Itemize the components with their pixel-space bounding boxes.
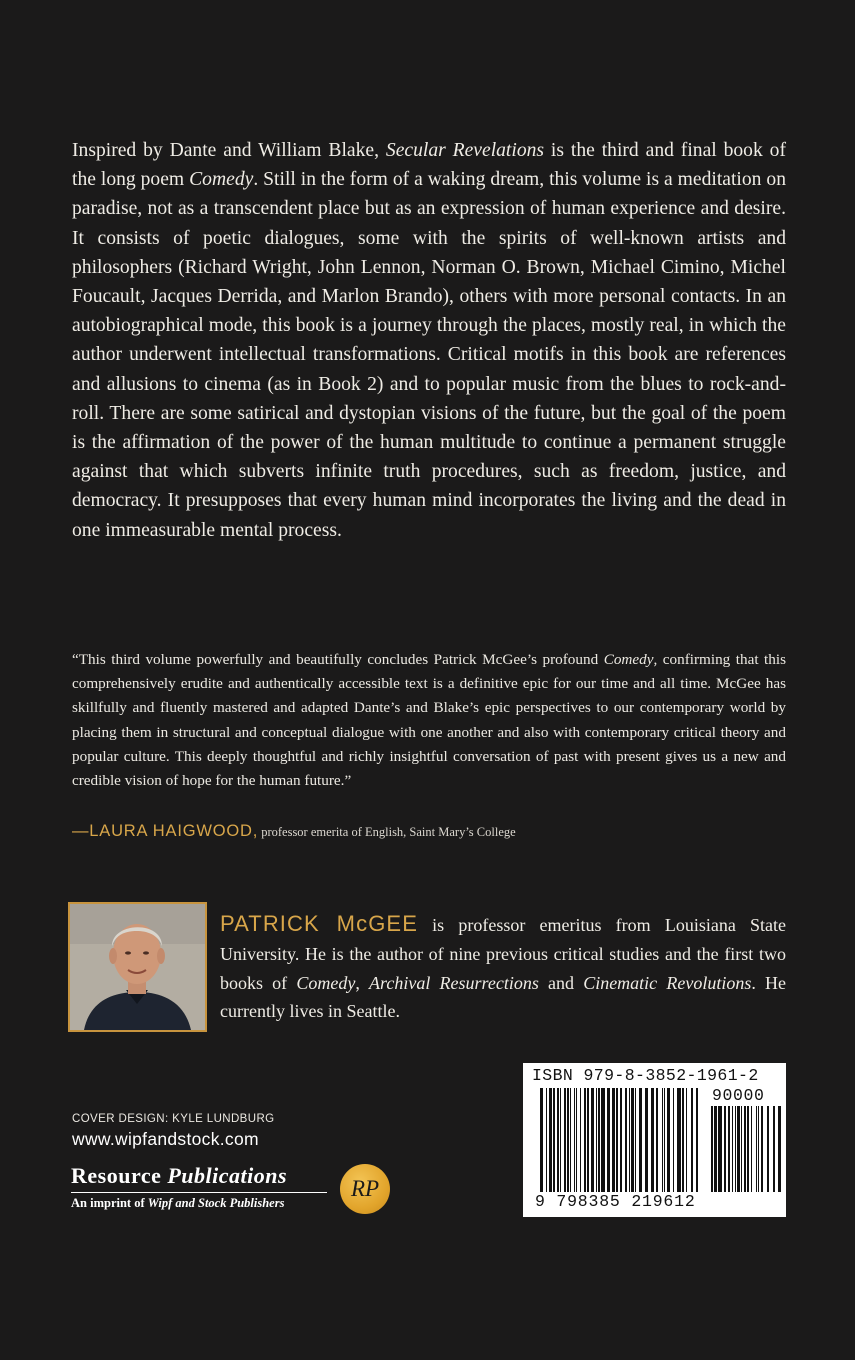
barcode-bar: [664, 1088, 665, 1192]
author-photo: [68, 902, 207, 1032]
price-barcode-bars: [711, 1106, 783, 1192]
barcode-bar: [546, 1088, 547, 1192]
barcode-bar: [631, 1088, 634, 1192]
barcode-bar: [574, 1088, 575, 1192]
publisher-imprint: [71, 1196, 284, 1211]
barcode-bar: [696, 1088, 698, 1192]
barcode-bar: [728, 1106, 730, 1192]
quote-text: , confirming that this comprehensively erudite and authentically accessible text is a definitive epic for our time and all time. McGee has skillfully and fluently mastered and adapted Dante’s and Blake’s epic perspectives to our contemporary world by placing them in structural and conceptual dialogue with one another and also with contemporary critical theory and popular culture. This deeply thoughtful and richly insightful conversation of past with present gives us a new and credible vision of hope for the human future.”: [72, 651, 786, 790]
barcode-bars: [540, 1088, 700, 1192]
barcode-bar: [714, 1106, 717, 1192]
bio-text: and: [538, 972, 584, 993]
barcode-bar: [686, 1088, 687, 1192]
barcode-bar: [732, 1106, 733, 1192]
barcode-bar: [540, 1088, 543, 1192]
barcode-bar: [756, 1106, 757, 1192]
barcode-bar: [570, 1088, 571, 1192]
barcode-bar: [656, 1088, 658, 1192]
author-portrait-image: [70, 904, 205, 1030]
barcode-bar: [580, 1088, 581, 1192]
quote-text: “This third volume powerfully and beautifully concludes Patrick McGee’s profound: [72, 651, 604, 668]
publisher-website: www.wipfandstock.com: [72, 1129, 259, 1149]
publisher-name-regular: Resource: [71, 1163, 168, 1188]
endorsement-quote: [72, 648, 786, 793]
book-description: [72, 136, 786, 545]
description-text: is the third and final book of the long poem: [72, 140, 786, 191]
barcode-bar: [607, 1088, 610, 1192]
barcode-bar: [567, 1088, 569, 1192]
barcode-bar: [778, 1106, 781, 1192]
barcode-bar: [767, 1106, 769, 1192]
barcode-bar: [564, 1088, 566, 1192]
publisher-name: [71, 1163, 287, 1189]
barcode-bar: [576, 1088, 577, 1192]
barcode-bar: [635, 1088, 636, 1192]
barcode-bar: [761, 1106, 763, 1192]
bio-text: ,: [355, 972, 370, 993]
publisher-logo: RP: [340, 1164, 390, 1214]
ean-digits: 9 798385 219612: [535, 1192, 696, 1211]
barcode-bar: [587, 1088, 589, 1192]
barcode-bar: [662, 1088, 663, 1192]
barcode-bar: [584, 1088, 586, 1192]
publisher-name-italic: Publications: [167, 1163, 288, 1188]
barcode-bar: [616, 1088, 618, 1192]
imprint-prefix: An imprint of: [71, 1196, 148, 1210]
book-title: Archival Resurrections: [369, 972, 539, 993]
endorsement-attribution: [72, 822, 516, 841]
barcode-bar: [620, 1088, 622, 1192]
cover-design-credit: COVER DESIGN: KYLE LUNDBURG: [72, 1113, 275, 1125]
barcode-bar: [629, 1088, 630, 1192]
barcode-bar: [682, 1088, 684, 1192]
book-title: Cinematic Revolutions: [583, 972, 752, 993]
barcode-bar: [741, 1106, 742, 1192]
barcode-bar: [596, 1088, 597, 1192]
price-code: 90000: [712, 1086, 765, 1105]
barcode-bar: [645, 1088, 648, 1192]
barcode-bar: [735, 1106, 736, 1192]
author-name: PATRICK McGEE: [220, 911, 418, 936]
series-title: Comedy: [189, 169, 254, 191]
barcode-bar: [691, 1088, 693, 1192]
barcode-bar: [598, 1088, 600, 1192]
barcode-bar: [773, 1106, 775, 1192]
publisher-divider: [71, 1192, 327, 1193]
imprint-name: Wipf and Stock Publishers: [147, 1196, 285, 1210]
barcode-bar: [744, 1106, 746, 1192]
barcode-bar: [747, 1106, 749, 1192]
barcode-bar: [711, 1106, 713, 1192]
bio-text: . He currently lives in Seattle.: [220, 972, 787, 1022]
barcode-bar: [612, 1088, 615, 1192]
isbn-text: ISBN 979-8-3852-1961-2: [532, 1066, 759, 1085]
endorser-affiliation: professor emerita of English, Saint Mary’s College: [258, 825, 516, 839]
barcode-bar: [677, 1088, 681, 1192]
book-title: Secular Revelations: [385, 140, 545, 161]
barcode-bar: [673, 1088, 674, 1192]
series-title: Comedy: [603, 651, 654, 668]
barcode-bar: [724, 1106, 726, 1192]
barcode-bar: [737, 1106, 740, 1192]
barcode-bar: [549, 1088, 552, 1192]
barcode-bar: [639, 1088, 642, 1192]
barcode-bar: [758, 1106, 759, 1192]
bio-text: is professor emeritus from Louisiana State University. He is the author of nine previous critical studies and the first two books of: [220, 915, 786, 993]
description-text: Inspired by Dante and William Blake,: [72, 140, 386, 161]
barcode-bar: [601, 1088, 605, 1192]
endorser-name: —LAURA HAIGWOOD,: [72, 822, 259, 840]
book-title: Comedy: [296, 972, 356, 993]
barcode-bar: [560, 1088, 561, 1192]
barcode-bar: [751, 1106, 752, 1192]
author-bio: [220, 910, 786, 1026]
barcode-bar: [591, 1088, 594, 1192]
barcode-bar: [667, 1088, 670, 1192]
description-text: . Still in the form of a waking dream, this volume is a meditation on paradise, not as a transcendent place but as an expression of human experience and desire. It consists of poetic dialogues, some with the spirits of well-known artists and philosophers (Richard Wright, John Lennon, Norman O. Brown, Michael Cimino, Michel Foucault, Jacques Derrida, and Marlon Brando), others with more personal contacts. In an autobiographical mode, this book is a journey through the places, mostly real, in which the author underwent intellectual transformations. Critical motifs in this book are references and allusions to cinema (as in Book 2) and to popular music from the blues to rock-and-roll. There are some satirical and dystopian visions of the future, but the goal of the poem is the affirmation of the power of the human multitude to continue a permanent struggle against that which subverts infinite truth procedures, such as freedom, justice, and democracy. It presupposes that every human mind incorporates the living and the dead in one immeasurable mental process.: [72, 169, 786, 541]
barcode-bar: [625, 1088, 627, 1192]
barcode-bar: [718, 1106, 722, 1192]
barcode-bar: [651, 1088, 654, 1192]
barcode-bar: [557, 1088, 559, 1192]
barcode-bar: [553, 1088, 555, 1192]
